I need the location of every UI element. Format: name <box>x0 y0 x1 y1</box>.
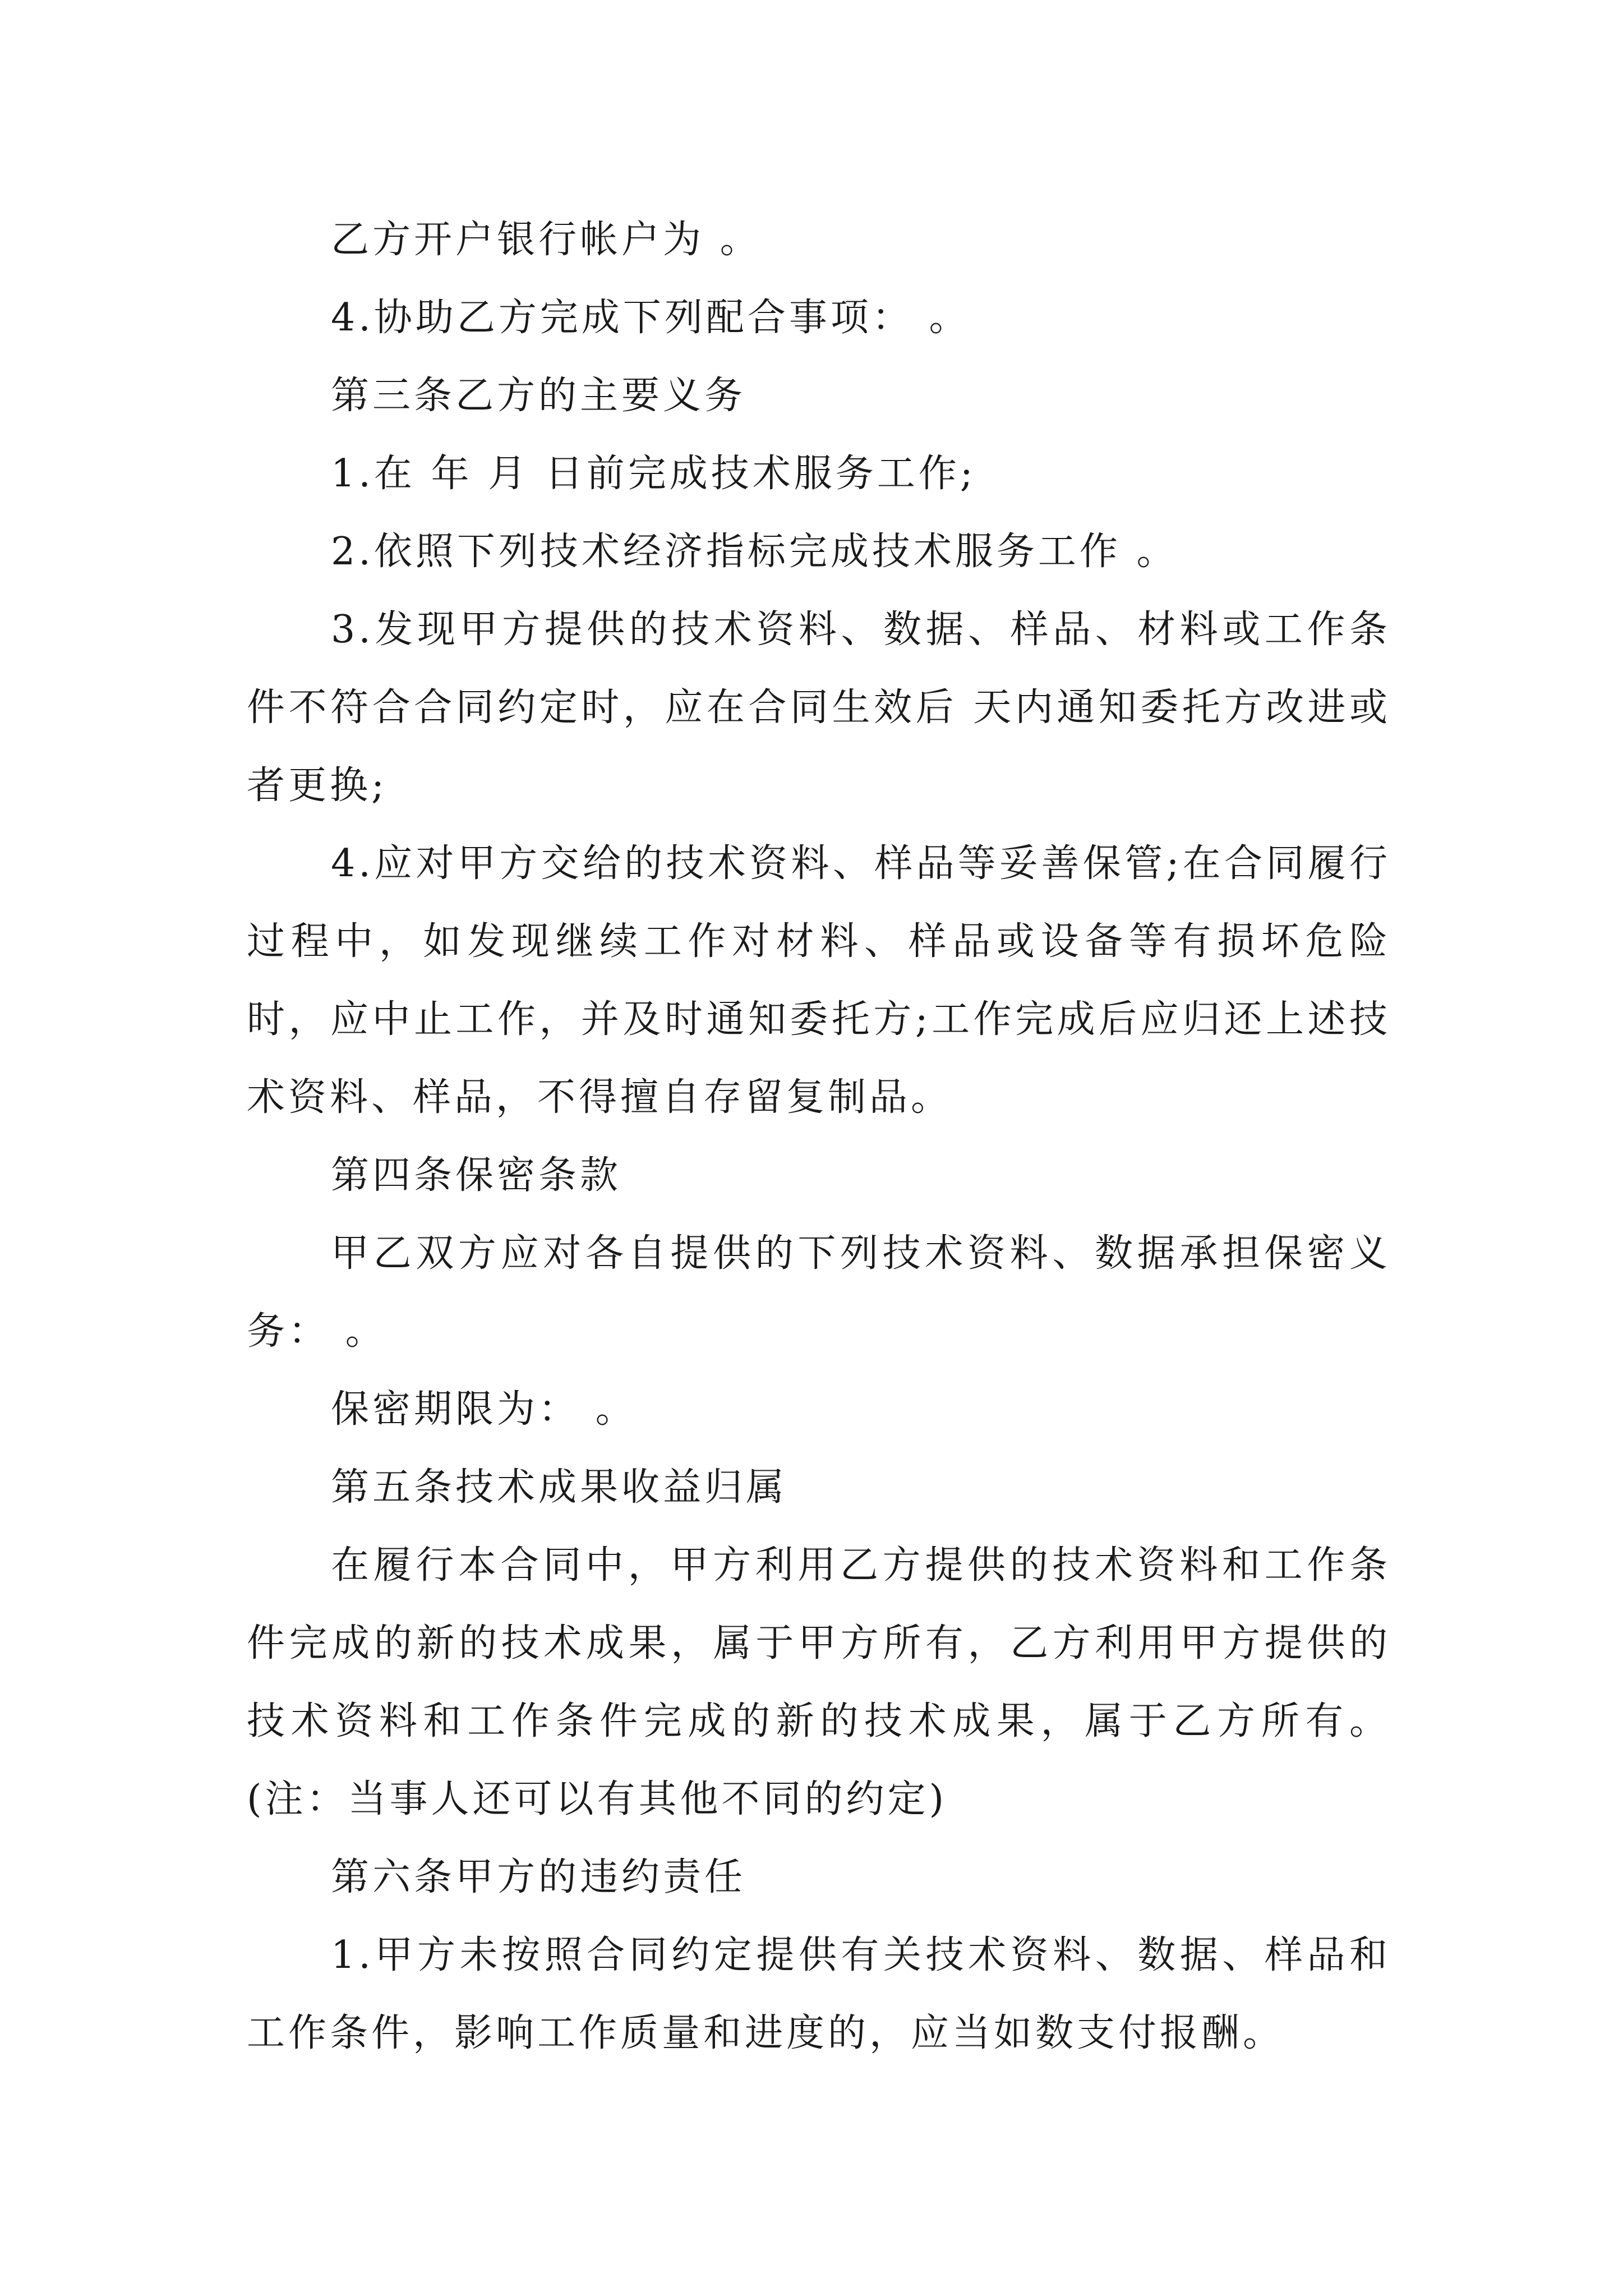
paragraph-completion-date: 1.在 年 月 日前完成技术服务工作; <box>331 452 976 496</box>
section-heading-article-3: 第三条乙方的主要义务 <box>331 374 746 418</box>
contract-body <box>247 201 1391 2072</box>
paragraph-safekeeping: 4.应对甲方交给的技术资料、样品等妥善保管;在合同履行过程中，如发现继续工作对材料、样品或设备等有损坏危险时，应中止工作，并及时通知委托方;工作完成后应归还上述技术资料、样品，不得擅自存留复制品。 <box>247 841 1391 1120</box>
paragraph-results-ownership: 在履行本合同中，甲方利用乙方提供的技术资料和工作条件完成的新的技术成果，属于甲方所有，乙方利用甲方提供的技术资料和工作条件完成的新的技术成果，属于乙方所有。(注：当事人还可以有其他不同的约定) <box>247 1543 1391 1821</box>
paragraph-nonconformity-notice: 3.发现甲方提供的技术资料、数据、样品、材料或工作条件不符合合同约定时，应在合同生效后 天内通知委托方改进或者更换; <box>247 608 1391 808</box>
paragraph-confidentiality: 甲乙双方应对各自提供的下列技术资料、数据承担保密义务： 。 <box>247 1231 1391 1354</box>
section-heading-article-6: 第六条甲方的违约责任 <box>331 1855 746 1899</box>
paragraph-technical-indicators: 2.依照下列技术经济指标完成技术服务工作 。 <box>331 530 1178 574</box>
paragraph-confidentiality-period: 保密期限为： 。 <box>331 1387 637 1432</box>
paragraph-party-a-liability: 1.甲方未按照合同约定提供有关技术资料、数据、样品和工作条件，影响工作质量和进度的，应当如数支付报酬。 <box>247 1933 1391 2055</box>
section-heading-article-4: 第四条保密条款 <box>331 1153 622 1198</box>
paragraph-cooperation-items: 4.协助乙方完成下列配合事项： 。 <box>331 296 971 340</box>
section-heading-article-5: 第五条技术成果收益归属 <box>331 1465 788 1510</box>
paragraph-bank-account: 乙方开户银行帐户为 。 <box>331 218 762 262</box>
